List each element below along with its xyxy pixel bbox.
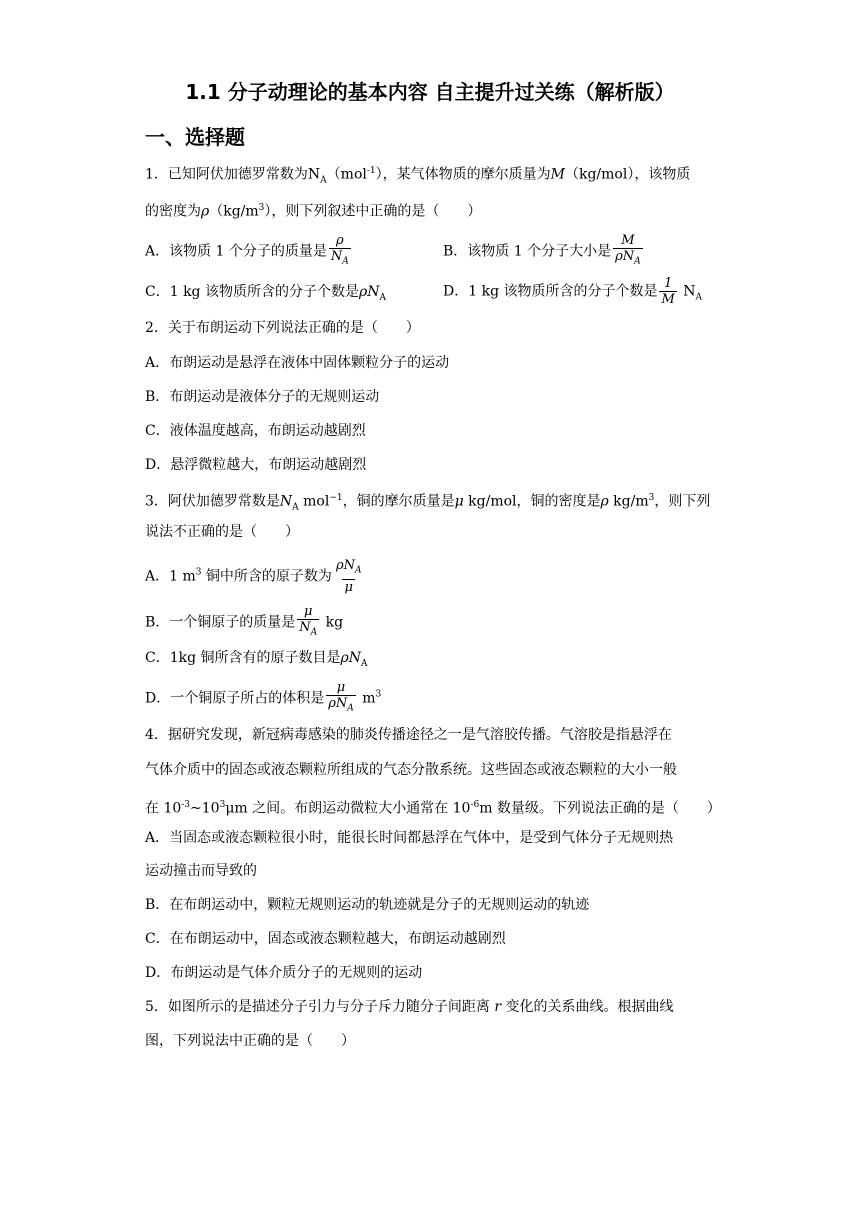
q2-option-c: C．液体温度越高，布朗运动越剧烈 [145, 423, 366, 439]
q5-stem-line1: 5．如图所示的是描述分子引力与分子斥力随分子间距离 r 变化的关系曲线。根据曲线 [145, 999, 674, 1015]
q3-option-c: C．1kg 铜所含有的原子数目是$\rho N_A$ [145, 650, 368, 669]
q1-stem-line1: 1．已知阿伏加德罗常数为$N_A(mol^{-1})$，某气体物质的摩尔质量为M（kg/mol），该物质 [145, 166, 691, 186]
page-title: 1.1 分子动理论的基本内容 自主提升过关练（解析版） [185, 80, 675, 104]
fraction: $\frac{\rho N_A}{\mu}$ [335, 558, 362, 595]
fraction: $\frac{\mu}{N_A}$ [297, 604, 319, 641]
q4-option-a-line2: 运动撞击而导致的 [145, 863, 257, 879]
q4-option-b: B．在布朗运动中，颗粒无规则运动的轨迹就是分子的无规则运动的轨迹 [145, 897, 590, 913]
q3-stem-line2: 说法不正确的是（ ） [145, 524, 299, 540]
q1-option-c: C．1 kg 该物质所含的分子个数是$\rho N_A$ [145, 284, 386, 303]
q4-stem-line3: 在 $10^{-3}\sim 10^3\mu m$ 之间。布朗运动微粒大小通常在 $10^{-6}m$ 数量级。下列说法正确的是（ ） [145, 800, 721, 817]
q1-option-d: D．1 kg 该物质所含的分子个数是 $\frac{1}{M}$ $N_A$ [443, 276, 702, 307]
q3-stem-line1: 3．阿伏加德罗常数是$N_A$ mol$^{-1}$，铜的摩尔质量是μ kg/mol，铜的密度是ρ $kg/m^3$，则下列 [145, 493, 711, 513]
q4-option-a-line1: A．当固态或液态颗粒很小时，能很长时间都悬浮在气体中，是受到气体分子无规则热 [145, 830, 674, 846]
fraction: $\frac{M}{\rho N_A}$ [613, 233, 643, 270]
q2-option-d: D．悬浮微粒越大，布朗运动越剧烈 [145, 457, 367, 473]
q4-stem-line1: 4．据研究发现，新冠病毒感染的肺炎传播途径之一是气溶胶传播。气溶胶是指悬浮在 [145, 727, 672, 743]
fraction: $\frac{1}{M}$ [661, 276, 675, 307]
q3-option-b: B．一个铜原子的质量是 $\frac{\mu}{N_A}$ kg [145, 604, 343, 641]
q1-stem-line2: 的密度为$\rho(kg/m^3)$，则下列叙述中正确的是（ ） [145, 203, 482, 220]
q2-stem: 2．关于布朗运动下列说法正确的是（ ） [145, 320, 420, 336]
q1-option-b: B．该物质 1 个分子大小是 $\frac{M}{\rho N_A}$ [443, 233, 645, 270]
q4-stem-line2: 气体介质中的固态或液态颗粒所组成的气态分散系统。这些固态或液态颗粒的大小一般 [145, 762, 677, 778]
fraction: $\frac{\mu}{\rho N_A}$ [326, 680, 356, 717]
q1-option-a: A．该物质 1 个分子的质量是 $\frac{\rho}{N_A}$ [145, 233, 353, 270]
q2-option-a: A．布朗运动是悬浮在液体中固体颗粒分子的运动 [145, 355, 450, 371]
q3-option-a: A．1 $m^3$ 铜中所含的原子数为 $\frac{\rho N_A}{\mu}$ [145, 558, 362, 595]
fraction: $\frac{\rho}{N_A}$ [329, 233, 351, 270]
q5-stem-line2: 图，下列说法中正确的是（ ） [145, 1033, 355, 1049]
q4-option-c: C．在布朗运动中，固态或液态颗粒越大，布朗运动越剧烈 [145, 931, 506, 947]
section-heading: 一、选择题 [145, 125, 245, 149]
q2-option-b: B．布朗运动是液体分子的无规则运动 [145, 389, 380, 405]
q3-option-d: D．一个铜原子所占的体积是 $\frac{\mu}{\rho N_A}$ $m^3$ [145, 680, 381, 717]
q4-option-d: D．布朗运动是气体介质分子的无规则的运动 [145, 965, 423, 981]
